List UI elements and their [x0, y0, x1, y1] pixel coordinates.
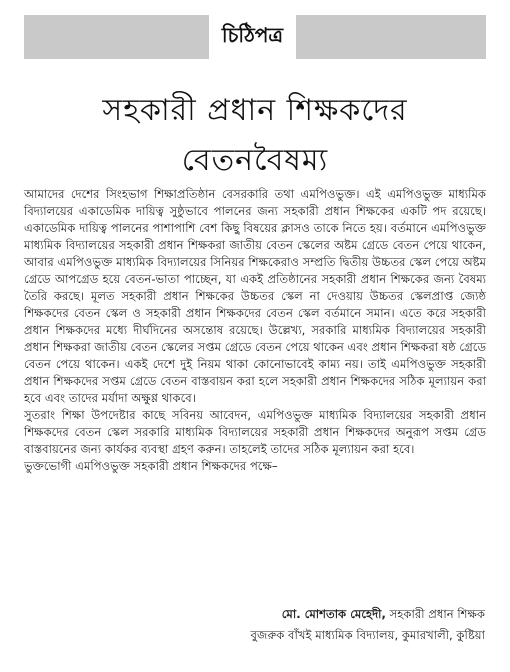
paragraph-3: ভুক্তভোগী এমপিওভুক্ত সহকারী প্রধান শিক্ষকদের পক্ষে– — [24, 459, 278, 473]
header-bar-left — [24, 15, 209, 59]
author-institution: বুজরুক বাঁখই মাধ্যমিক বিদ্যালয়, কুমারখালী, কুষ্টিয়া — [250, 628, 485, 642]
letter-body — [24, 186, 486, 475]
headline-line-2: বেতনবৈষম্য — [181, 143, 329, 178]
header-bar-right — [296, 15, 486, 59]
section-header-bar — [24, 15, 486, 59]
paragraph-2: সুতরাং শিক্ষা উপদেষ্টার কাছে সবিনয় আবেদন, এমপিওভুক্ত মাধ্যমিক বিদ্যালয়ের সহকারী প্রধান শিক্ষকদের বেতন স্কেল সরকারি মাধ্যমিক বিদ্যালয়ের সহকারী প্রধান শিক্ষকদের অনুরূপ সপ্তম গ্রেড বাস্তবায়নের জন্য কার্যকর ব্যবস্থা গ্রহণ করুন। তাহলেই তাদের সঠিক মূল্যায়ন করা হবে। — [24, 408, 486, 456]
section-label: চিঠিপত্র — [209, 15, 296, 59]
author-name: মো. মোশতাক মেহেদী, — [281, 607, 386, 621]
paragraph-1: আমাদের দেশের সিংহভাগ শিক্ষাপ্রতিষ্ঠান বেসরকারি তথা এমপিওভুক্ত। এই এমপিওভুক্ত মাধ্যমিক বিদ্যালয়ের একাডেমিক দায়িত্ব সুষ্ঠুভাবে পালনের জন্য সহকারী প্রধান শিক্ষকের একটি পদ রয়েছে। একাডেমিক দায়িত্ব পালনের পাশাপাশি বেশ কিছু বিষয়ের ক্লাসও তাকে নিতে হয়। বর্তমানে এমপিওভুক্ত মাধ্যমিক বিদ্যালয়ের সহকারী প্রধান শিক্ষকরা জাতীয় বেতন স্কেলের অষ্টম গ্রেডে বেতন পেয়ে থাকেন, আবার এমপিওভুক্ত মাধ্যমিক বিদ্যালয়ের সিনিয়র শিক্ষকেরাও সম্প্রতি দ্বিতীয় উচ্চতর স্কেল পেয়ে অষ্টম গ্রেডে আপগ্রেড হয়ে বেতন-ভাতা পাচ্ছেন, যা একই প্রতিষ্ঠানের সহকারী প্রধান শিক্ষকের জন্য বৈষম্য তৈরি করছে। মূলত সহকারী প্রধান শিক্ষকের উচ্চতর স্কেল না দেওয়ায় উচ্চতর স্কেলপ্রাপ্ত জ্যেষ্ঠ শিক্ষকদের বেতন স্কেল ও সহকারী প্রধান শিক্ষকদের বেতন স্কেল বর্তমানে সমান। এতে করে সহকারী প্রধান শিক্ষকদের মধ্যে দীর্ঘদিনের অসন্তোষ রয়েছে। উল্লেখ্য, সরকারি মাধ্যমিক বিদ্যালয়ের সহকারী প্রধান শিক্ষকরা জাতীয় বেতন স্কেলের সপ্তম গ্রেডে বেতন পেয়ে থাকেন এবং প্রধান শিক্ষকরা ষষ্ঠ গ্রেডে বেতন পেয়ে থাকেন। একই দেশে দুই নিয়ম থাকা কোনোভাবেই কাম্য নয়। তাই এমপিওভুক্ত সহকারী প্রধান শিক্ষকদের সপ্তম গ্রেডে বেতন বাস্তবায়ন করা হলে সহকারী প্রধান শিক্ষকদের সঠিক মূল্যায়ন করা হবে এবং তাদের মর্যাদা অক্ষুণ্ণ থাকবে। — [24, 187, 486, 405]
signature-line — [282, 606, 485, 625]
author-title: সহকারী প্রধান শিক্ষক — [385, 607, 485, 621]
headline-line-1: সহকারী প্রধান শিক্ষকদের — [102, 93, 408, 128]
